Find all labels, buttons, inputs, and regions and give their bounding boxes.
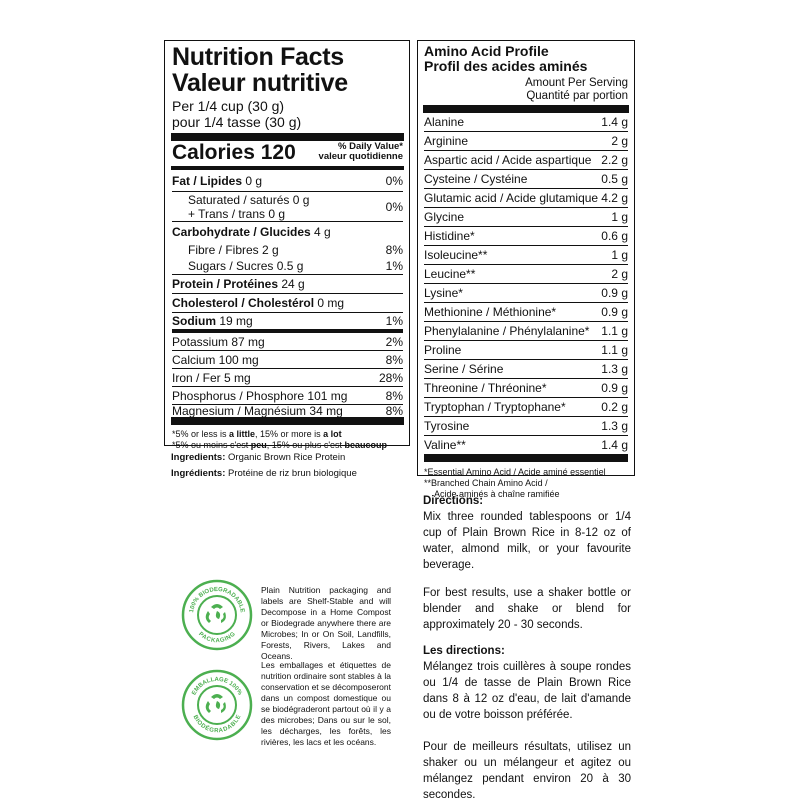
amino-value: 0.6 g	[601, 229, 628, 243]
amino-value: 1.1 g	[601, 343, 628, 357]
recycle-leaf-icon	[181, 579, 253, 651]
protein-label: Protein / Protéines	[172, 277, 279, 291]
nutrition-title-en: Nutrition Facts	[172, 43, 344, 71]
amino-name: Threonine / Thréonine*	[424, 381, 547, 395]
sugars-pct: 1%	[385, 259, 403, 273]
recycle-leaf-icon	[181, 669, 253, 741]
mineral-pct: 8%	[385, 388, 403, 403]
ingredients-label-fr: Ingrédients:	[171, 468, 226, 479]
calories-label-text: Calories	[172, 141, 255, 164]
amino-name: Arginine	[424, 134, 469, 148]
aps-en: Amount Per Serving	[525, 77, 628, 89]
ingredients-value-en: Organic Brown Rice Protein	[228, 452, 346, 463]
biodegradable-packaging-badge	[181, 579, 253, 651]
calories-value: 120	[260, 141, 296, 164]
biodegradable-emballage-badge	[181, 669, 253, 741]
mineral-row	[171, 405, 404, 425]
amino-row	[424, 398, 628, 417]
amino-foot-bcaa: **Branched Chain Amino Acid /	[424, 478, 548, 488]
badge2-top-text: EMBALLAGE 100%	[191, 676, 243, 697]
amino-foot-essential: *Essential Amino Acid / Acide aminé essentiel	[424, 467, 606, 477]
directions-title-en: Directions:	[423, 495, 484, 507]
footnote-bold: peu	[250, 440, 267, 450]
calories-row	[172, 141, 403, 164]
amino-row	[424, 246, 628, 265]
amino-value: 1.4 g	[601, 115, 628, 129]
mineral-row	[172, 333, 403, 351]
carbohydrate-row	[172, 222, 403, 242]
mineral-label: Iron / Fer 5 mg	[172, 370, 251, 385]
daily-value-header	[319, 142, 403, 164]
amino-row	[424, 265, 628, 284]
amino-name: Valine**	[424, 438, 466, 452]
divider-thick	[171, 133, 404, 141]
ingredients	[171, 450, 357, 482]
amino-name: Lysine*	[424, 286, 463, 300]
sodium-pct: 1%	[385, 314, 403, 328]
mineral-label: Magnesium / Magnésium 34 mg	[172, 404, 343, 418]
footnote-bold: a little	[229, 429, 256, 439]
dv-header-fr: valeur quotidienne	[318, 151, 403, 162]
amino-name: Tyrosine	[424, 419, 470, 433]
dv-header-en: % Daily Value*	[338, 141, 403, 152]
amino-row	[424, 379, 628, 398]
biodegradable-text-fr: Les emballages et étiquettes de nutrition ordinaire sont stables à la conservation et se décomposeront dans un compost domestique ou se biodégraderont partout où il y a des microbes; Dans ou sur le sol, les décharges, les forêts, les rivières, les lacs et les océans.	[261, 660, 391, 747]
saturated-trans-row	[172, 192, 403, 222]
fibre-label: Fibre / Fibres 2 g	[188, 243, 279, 257]
nutrition-title-fr: Valeur nutritive	[172, 69, 348, 97]
amino-name: Cysteine / Cystéine	[424, 172, 528, 186]
footnote-en	[172, 429, 403, 440]
amino-value: 1.3 g	[601, 419, 628, 433]
ingredients-fr	[171, 466, 357, 482]
directions-p1: Mix three rounded tablespoons or 1/4 cup of Plain Brown Rice in 8-12 oz of water, almond milk, or your favourite beverage.	[423, 511, 631, 571]
protein-row	[172, 275, 403, 294]
mineral-pct: 8%	[385, 352, 403, 367]
footnote-bold: a lot	[323, 429, 342, 439]
badge1-bottom-text: PACKAGING	[197, 631, 237, 645]
amino-name: Serine / Sérine	[424, 362, 504, 376]
carb-amount: 4 g	[314, 225, 331, 239]
amino-value: 0.9 g	[601, 305, 628, 319]
directions	[423, 493, 631, 803]
amino-name: Alanine	[424, 115, 465, 129]
amino-row	[424, 417, 628, 436]
serving-size-en: Per 1/4 cup (30 g)	[172, 98, 285, 114]
fibre-pct: 8%	[385, 243, 403, 257]
amino-name: Aspartic acid / Acide aspartique	[424, 153, 592, 167]
amino-row	[424, 322, 628, 341]
amino-name: Phenylalanine / Phénylalanine*	[424, 324, 590, 338]
amino-value: 1 g	[611, 210, 628, 224]
amino-row	[424, 208, 628, 227]
amino-row	[424, 284, 628, 303]
amino-row	[424, 360, 628, 379]
fibre-row	[172, 242, 403, 258]
amino-value: 1.3 g	[601, 362, 628, 376]
sodium-label: Sodium	[172, 314, 216, 328]
cholesterol-row	[172, 294, 403, 313]
ingredients-label-en: Ingredients:	[171, 452, 226, 463]
amino-value: 1 g	[611, 248, 628, 262]
amino-value: 0.9 g	[601, 381, 628, 395]
ingredients-value-fr: Protéine de riz brun biologique	[228, 468, 357, 479]
sugars-row	[172, 258, 403, 275]
calories-label	[172, 142, 296, 164]
amino-foot-bcaa-fr: Acide aminés à chaîne ramifiée	[434, 489, 560, 499]
amino-title-en: Amino Acid Profile	[424, 43, 549, 59]
amino-row	[424, 436, 628, 462]
amino-name: Leucine**	[424, 267, 476, 281]
amino-row	[424, 227, 628, 246]
mineral-row	[172, 369, 403, 387]
amino-name: Proline	[424, 343, 462, 357]
amino-value: 0.9 g	[601, 286, 628, 300]
amino-value: 2 g	[611, 267, 628, 281]
fat-label: Fat / Lipides	[172, 173, 243, 188]
mineral-pct: 8%	[385, 404, 403, 418]
serving-size-fr: pour 1/4 tasse (30 g)	[172, 114, 302, 130]
amino-name: Glycine	[424, 210, 465, 224]
sodium-amount: 19 mg	[219, 314, 253, 328]
saturated-pct: 0%	[385, 199, 403, 214]
fat-row	[172, 170, 403, 192]
amino-row	[424, 341, 628, 360]
badge2-bottom-text: BIODÉGRADABLE	[191, 714, 243, 735]
directions-p3: Mélangez trois cuillères à soupe rondes ou 1/4 de tasse de Plain Brown Rice dans 8 à 12 oz d'eau, de lait d'amande ou de votre boisson préférée.	[423, 661, 631, 721]
fat-amount: 0 g	[245, 173, 263, 188]
saturated-label: Saturated / saturés 0 g	[188, 192, 310, 207]
mineral-row	[172, 351, 403, 369]
svg-text:100% BIODEGRADABLE	[189, 587, 245, 613]
ingredients-en	[171, 450, 357, 466]
amino-name: Glutamic acid / Acide glutamique	[424, 191, 599, 205]
divider-thick	[423, 105, 629, 113]
footnote-text: , 15% or more is	[255, 429, 324, 439]
mineral-pct: 28%	[378, 370, 403, 385]
mineral-label: Phosphorus / Phosphore 101 mg	[172, 388, 348, 403]
footnote-text: , 15% ou plus c'est	[266, 440, 345, 450]
nutrition-footnote	[172, 425, 403, 451]
directions-p4: Pour de meilleurs résultats, utilisez un shaker ou un mélangeur et agitez ou mélangez pendant environ 20 à 30 secondes.	[423, 741, 631, 801]
amino-title-fr: Profil des acides aminés	[424, 58, 588, 74]
amino-row	[424, 113, 628, 132]
trans-label: + Trans / trans 0 g	[188, 206, 286, 221]
sugars-label: Sugars / Sucres 0.5 g	[188, 259, 304, 273]
amino-name: Methionine / Méthionine*	[424, 305, 557, 319]
biodegradable-text-en: Plain Nutrition packaging and labels are Shelf-Stable and will Decompose in a Home Compost or Biodegrade anywhere there are Microbes; In or On Soil, Landfills, Forests, Rivers, Lakes and Oceans.	[261, 585, 391, 661]
amino-acid-panel	[417, 40, 635, 499]
carb-label: Carbohydrate / Glucides	[172, 225, 311, 239]
directions-p2: For best results, use a shaker bottle or blender and shake or blend for approximately 20 - 30 seconds.	[423, 587, 631, 631]
amino-row	[424, 132, 628, 151]
mineral-row	[172, 387, 403, 405]
sodium-row	[172, 313, 403, 333]
amino-value: 4.2 g	[601, 191, 628, 205]
mineral-pct: 2%	[385, 334, 403, 349]
amino-row	[424, 170, 628, 189]
amino-row	[424, 303, 628, 322]
cholesterol-amount: 0 mg	[317, 296, 345, 310]
mineral-label: Potassium 87 mg	[172, 334, 265, 349]
amino-row	[424, 189, 628, 208]
footnote-bold: beaucoup	[344, 440, 388, 450]
nutrition-facts-panel	[164, 40, 410, 450]
amount-per-serving	[424, 77, 628, 102]
amino-name: Histidine*	[424, 229, 475, 243]
amino-value: 0.2 g	[601, 400, 628, 414]
aps-fr: Quantité par portion	[526, 89, 628, 102]
amino-value: 2.2 g	[601, 153, 628, 167]
directions-title-fr: Les directions:	[423, 645, 505, 657]
badge1-top-text: 100% BIODEGRADABLE	[189, 586, 245, 614]
amino-name: Isoleucine**	[424, 248, 488, 262]
cholesterol-label: Cholesterol / Cholestérol	[172, 296, 315, 310]
mineral-label: Calcium 100 mg	[172, 352, 259, 367]
amino-value: 2 g	[611, 134, 628, 148]
footnote-text: *5% ou moins c'est	[172, 440, 251, 450]
amino-name: Tryptophan / Tryptophane*	[424, 400, 566, 414]
footnote-text: *5% or less is	[172, 429, 230, 439]
amino-value: 0.5 g	[601, 172, 628, 186]
amino-value: 1.1 g	[601, 324, 628, 338]
amino-value: 1.4 g	[601, 438, 628, 452]
amino-rows	[424, 113, 628, 462]
protein-amount: 24 g	[281, 277, 305, 291]
fat-pct: 0%	[385, 173, 403, 188]
amino-row	[424, 151, 628, 170]
